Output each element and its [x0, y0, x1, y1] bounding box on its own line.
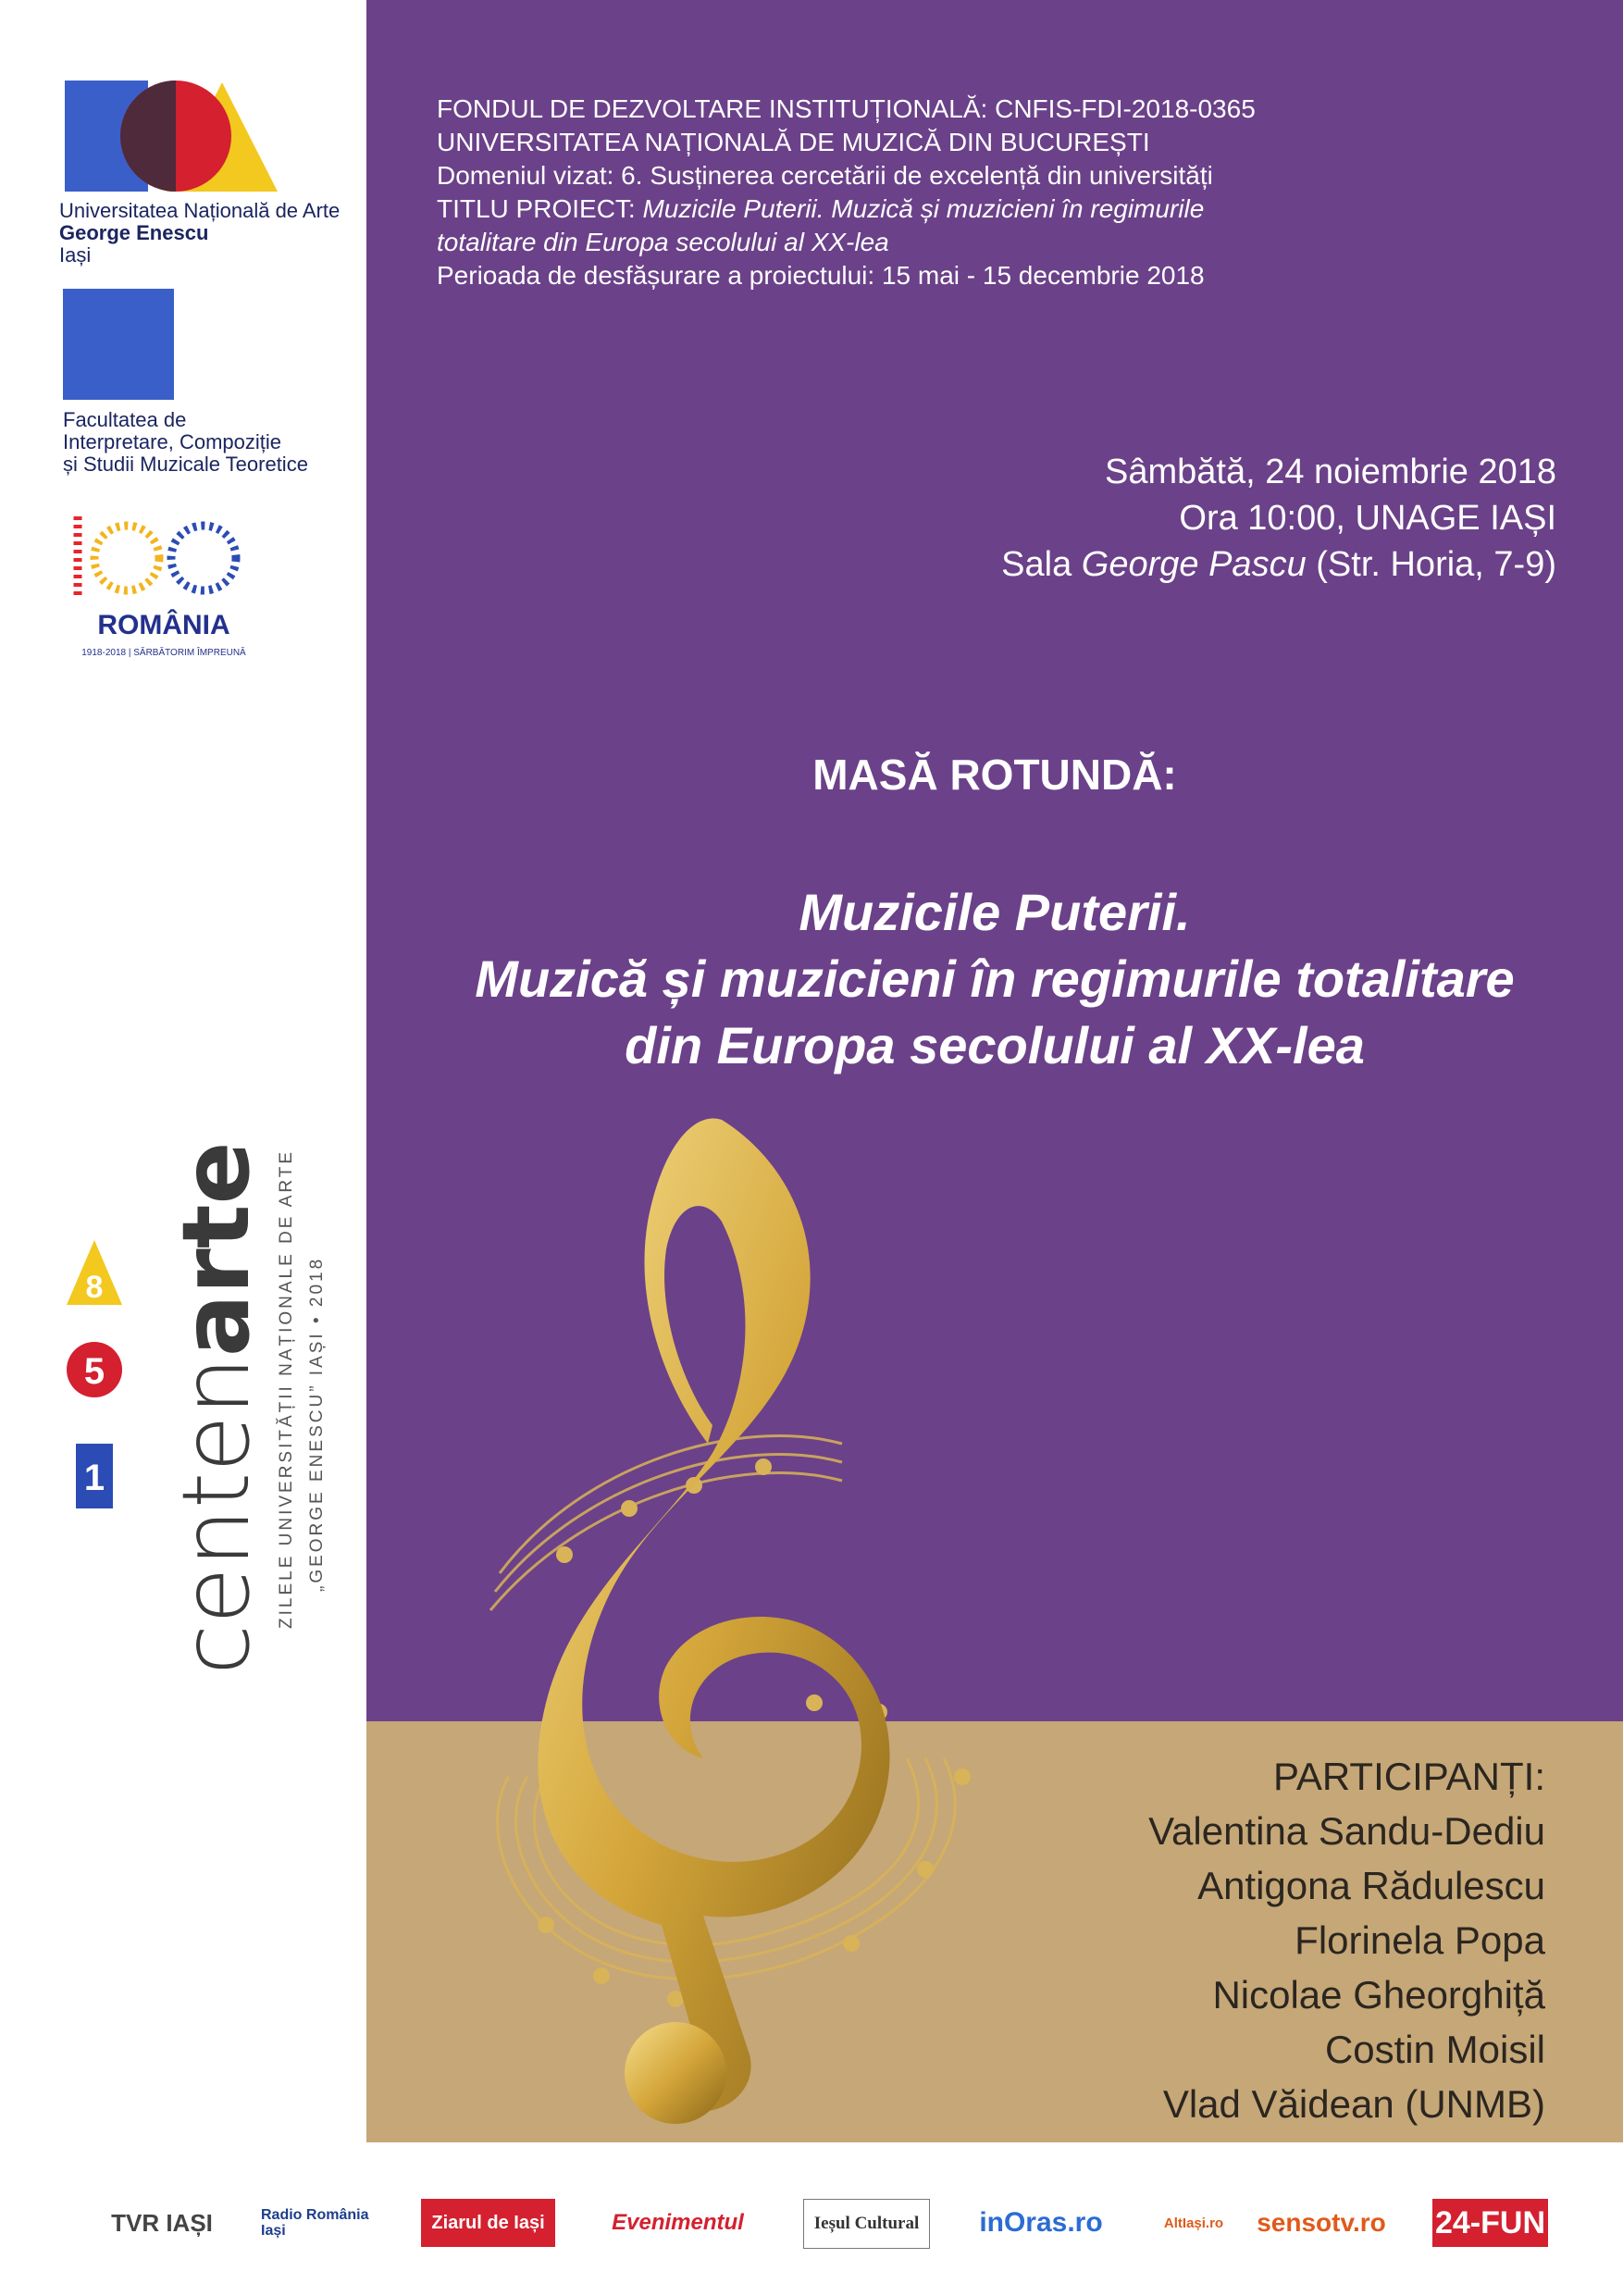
participants-list: [962, 1749, 1545, 2131]
faculty-name-line1: Facultatea de: [63, 408, 187, 431]
unage-name: [59, 200, 340, 267]
centenarte-sub2: „GEORGE ENESCU” IAȘI • 2018: [307, 1256, 327, 1592]
event-info: [870, 449, 1556, 588]
centenarte-logo: [65, 1036, 370, 1684]
header-line1: FONDUL DE DEZVOLTARE INSTITUȚIONALĂ: CNFIS-FDI-2018-0365: [437, 94, 1256, 123]
header-line4-prefix: TITLU PROIECT:: [437, 194, 643, 223]
event-room-name: George Pascu: [1081, 545, 1307, 584]
centenarte-n1: 1: [83, 1458, 105, 1498]
event-room-prefix: Sala: [1001, 545, 1082, 584]
sponsor-sensotv: sensotv.ro: [1257, 2208, 1386, 2237]
event-room-suffix: (Str. Horia, 7-9): [1306, 545, 1556, 584]
centenarte-n3: 8: [85, 1270, 104, 1305]
sponsor-inoras: inOras.ro: [979, 2207, 1103, 2238]
sponsor-radio-romania-iasi: Radio România Iași: [261, 2207, 369, 2239]
header-line5: [437, 226, 1256, 259]
romania-100-logo: [67, 507, 261, 664]
centenarte-word-a: centen: [162, 1357, 270, 1675]
sponsor-ziarul-de-iasi: Ziarul de Iași: [421, 2199, 555, 2247]
romania-label: ROMÂNIA: [97, 610, 230, 640]
centenarte-word-b: arte: [162, 1141, 270, 1357]
participants-heading: PARTICIPANȚI:: [1272, 1755, 1545, 1798]
participant-name: Costin Moisil: [1324, 2028, 1545, 2071]
sponsor-altiasi: AltIași.ro: [1163, 2215, 1224, 2231]
event-date: Sâmbătă, 24 noiembrie 2018: [1105, 453, 1556, 491]
header-line5-title: totalitare din Europa secolului al XX-lea: [437, 228, 889, 256]
participant-name: Nicolae Gheorghiță: [1212, 1973, 1545, 2017]
faculty-logo: [63, 289, 174, 400]
faculty-name-line3: și Studii Muzicale Teoretice: [63, 453, 308, 476]
participant-name: Vlad Văidean (UNMB): [1162, 2082, 1545, 2126]
title-line3: din Europa secolului al XX-lea: [625, 1016, 1365, 1074]
unage-logo: [65, 79, 315, 194]
sponsor-24-fun: 24-FUN: [1432, 2199, 1548, 2247]
header-line2: UNIVERSITATEA NAȚIONALĂ DE MUZICĂ DIN BUCUREȘTI: [437, 128, 1150, 156]
sponsor-evenimentul: Evenimentul: [612, 2210, 744, 2235]
unage-name-line3: Iași: [59, 243, 92, 267]
event-room: [870, 541, 1556, 588]
centenarte-n2: 5: [83, 1351, 105, 1392]
participant-name: Valentina Sandu-Dediu: [1148, 1809, 1545, 1853]
faculty-name-line2: Interpretare, Compoziție: [63, 430, 281, 453]
sponsor-iesul-cultural: Ieșul Cultural: [803, 2199, 930, 2249]
header-line4: [437, 192, 1256, 226]
header-line4-title: Muzicile Puterii. Muzică și muzicieni în regimurile: [642, 194, 1205, 223]
faculty-name: [63, 409, 308, 476]
unage-name-line1: Universitatea Națională de Arte: [59, 199, 341, 222]
event-title: [366, 879, 1623, 1079]
title-line1: Muzicile Puterii.: [799, 883, 1191, 941]
header-line3: Domeniul vizat: 6. Susținerea cercetării de excelență din universități: [437, 161, 1213, 190]
sponsor-tvr-iasi: TVR IAȘI: [111, 2208, 213, 2237]
svg-text:centenarte: [162, 1142, 270, 1675]
centenarte-sub1: ZILELE UNIVERSITĂȚII NAȚIONALE DE ARTE: [277, 1148, 296, 1629]
title-line2: Muzică și muzicieni în regimurile totalitare: [475, 949, 1515, 1008]
project-header: [437, 93, 1256, 292]
header-line6: Perioada de desfășurare a proiectului: 15 mai - 15 decembrie 2018: [437, 261, 1205, 290]
participant-name: Florinela Popa: [1295, 1918, 1545, 1962]
masa-rotunda-heading: MASĂ ROTUNDĂ:: [812, 751, 1177, 799]
romania-tagline: 1918-2018 | SĂRBĂTORIM ÎMPREUNĂ: [81, 648, 246, 658]
unage-name-line2: George Enescu: [59, 221, 209, 244]
event-time-place: Ora 10:00, UNAGE IAȘI: [1179, 499, 1556, 538]
participant-name: Antigona Rădulescu: [1197, 1864, 1545, 1907]
